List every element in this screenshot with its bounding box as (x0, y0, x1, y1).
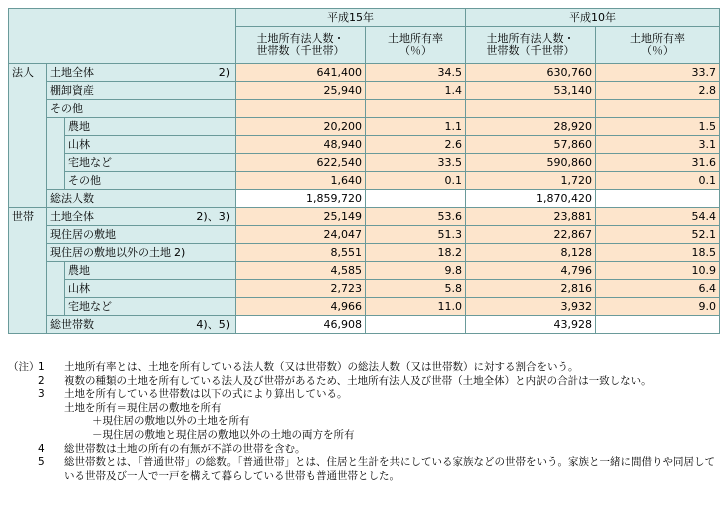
cell-h15-count (236, 100, 366, 118)
table-row (9, 100, 720, 118)
row-label: 宅地など (65, 298, 236, 316)
cell-h10-rate: 31.6 (596, 154, 720, 172)
table-row (9, 136, 720, 154)
table-row (9, 226, 720, 244)
cell-h10-rate: 2.8 (596, 82, 720, 100)
header-h15-count: 土地所有法人数・ 世帯数（千世帯） (236, 27, 366, 64)
cell-h15-rate: 1.4 (366, 82, 466, 100)
table-row (9, 154, 720, 172)
cell-h10-rate (596, 190, 720, 208)
cell-h10-rate: 0.1 (596, 172, 720, 190)
indent-spacer (47, 118, 65, 190)
table-row (9, 172, 720, 190)
note-text: 土地を所有している世帯数は以下の式により算出している。 (64, 388, 348, 401)
formula-line-3: －現住居の敷地と現住居の敷地以外の土地の両方を所有 (92, 428, 355, 441)
table-row (9, 244, 720, 262)
footnote-2 (8, 375, 720, 389)
row-label: その他 (65, 172, 236, 190)
cell-h15-count: 1,640 (236, 172, 366, 190)
footnote-5 (8, 456, 720, 483)
group-label-household: 世帯 (9, 208, 47, 334)
note-text: 複数の種類の土地を所有している法人及び世帯があるため、土地所有法人及び世帯（土地全体）と内訳の合計は一致しない。 (64, 374, 652, 387)
cell-h10-count: 630,760 (466, 64, 596, 82)
cell-h15-count: 1,859,720 (236, 190, 366, 208)
footnote-4 (8, 443, 720, 457)
row-label: 現住居の敷地以外の土地 2) (47, 244, 236, 262)
cell-h15-rate: 18.2 (366, 244, 466, 262)
table-row (9, 280, 720, 298)
row-label: 山林 (65, 280, 236, 298)
cell-h15-rate: 11.0 (366, 298, 466, 316)
cell-h10-rate: 52.1 (596, 226, 720, 244)
cell-h10-count: 28,920 (466, 118, 596, 136)
cell-h15-rate: 0.1 (366, 172, 466, 190)
table-row (9, 262, 720, 280)
cell-h10-rate (596, 100, 720, 118)
cell-h15-rate: 9.8 (366, 262, 466, 280)
note-text: 土地所有率とは、土地を所有している法人数（又は世帯数）の総法人数（又は世帯数）に対する割合をいう。 (64, 361, 579, 373)
row-label: 山林 (65, 136, 236, 154)
note-number: 5 (38, 456, 45, 469)
cell-h10-count: 1,720 (466, 172, 596, 190)
cell-h10-rate (596, 316, 720, 334)
table-row (9, 208, 720, 226)
cell-h10-count: 43,928 (466, 316, 596, 334)
note-number: 4 (38, 442, 45, 455)
table-row (9, 118, 720, 136)
cell-h10-rate: 3.1 (596, 136, 720, 154)
cell-h10-count (466, 100, 596, 118)
formula-line-1: 土地を所有＝現住居の敷地を所有 (64, 401, 222, 414)
cell-h10-rate: 9.0 (596, 298, 720, 316)
cell-h10-rate: 54.4 (596, 208, 720, 226)
cell-h15-rate: 2.6 (366, 136, 466, 154)
cell-h10-count: 8,128 (466, 244, 596, 262)
cell-h10-count: 53,140 (466, 82, 596, 100)
formula-line-2: ＋現住居の敷地以外の土地を所有 (92, 415, 250, 428)
row-label: 宅地など (65, 154, 236, 172)
cell-h10-rate: 18.5 (596, 244, 720, 262)
table-row (9, 82, 720, 100)
cell-h15-rate: 5.8 (366, 280, 466, 298)
row-label: その他 (47, 100, 236, 118)
cell-h15-count: 641,400 (236, 64, 366, 82)
cell-h10-rate: 1.5 (596, 118, 720, 136)
cell-h15-count: 24,047 (236, 226, 366, 244)
header-row-period (9, 9, 720, 27)
notes-key: （注） (8, 361, 40, 373)
cell-h15-rate (366, 100, 466, 118)
cell-h15-count: 8,551 (236, 244, 366, 262)
cell-h10-rate: 6.4 (596, 280, 720, 298)
table-row (9, 298, 720, 316)
note-number: 2 (38, 374, 45, 387)
note-number: 1 (38, 361, 45, 373)
cell-h15-rate (366, 316, 466, 334)
cell-h15-rate (366, 190, 466, 208)
table-row (9, 190, 720, 208)
footnote-1 (8, 361, 720, 375)
cell-h15-count: 20,200 (236, 118, 366, 136)
row-label: 総世帯数 4)、5) (47, 316, 236, 334)
cell-h15-rate: 1.1 (366, 118, 466, 136)
header-h10-count: 土地所有法人数・ 世帯数（千世帯） (466, 27, 596, 64)
cell-h15-count: 25,940 (236, 82, 366, 100)
header-h10-rate: 土地所有率 （％） (596, 27, 720, 64)
cell-h15-rate: 53.6 (366, 208, 466, 226)
cell-h10-count: 4,796 (466, 262, 596, 280)
cell-h10-count: 22,867 (466, 226, 596, 244)
row-label: 土地全体 2) (47, 64, 236, 82)
table-row (9, 316, 720, 334)
cell-h15-count: 25,149 (236, 208, 366, 226)
cell-h15-count: 2,723 (236, 280, 366, 298)
cell-h10-count: 57,860 (466, 136, 596, 154)
row-label: 農地 (65, 262, 236, 280)
note-text: 総世帯数は土地の所有の有無が不詳の世帯を含む。 (64, 442, 306, 455)
cell-h15-count: 4,585 (236, 262, 366, 280)
row-label: 土地全体 2)、3) (47, 208, 236, 226)
footnotes (8, 361, 720, 483)
cell-h15-rate: 33.5 (366, 154, 466, 172)
cell-h10-rate: 33.7 (596, 64, 720, 82)
cell-h15-count: 4,966 (236, 298, 366, 316)
footnote-3 (8, 388, 720, 402)
cell-h15-count: 46,908 (236, 316, 366, 334)
row-label: 現住居の敷地 (47, 226, 236, 244)
group-label-corp: 法人 (9, 64, 47, 208)
cell-h15-count: 622,540 (236, 154, 366, 172)
cell-h10-count: 3,932 (466, 298, 596, 316)
cell-h15-rate: 51.3 (366, 226, 466, 244)
cell-h10-count: 590,860 (466, 154, 596, 172)
cell-h10-count: 1,870,420 (466, 190, 596, 208)
row-label: 総法人数 (47, 190, 236, 208)
land-ownership-table (8, 8, 720, 334)
table-row (9, 64, 720, 82)
header-corner (9, 9, 236, 64)
note-number: 3 (38, 388, 45, 401)
cell-h10-count: 23,881 (466, 208, 596, 226)
note-text: 総世帯数とは、「普通世帯」の総数。「普通世帯」とは、住居と生計を共にしている家族などの世帯をいう。家族と一緒に間借りや同居している世帯及び一人で一戸を構えて暮らしている世帯も普通世帯とした。 (64, 456, 715, 482)
indent-spacer (47, 262, 65, 316)
cell-h10-rate: 10.9 (596, 262, 720, 280)
cell-h10-count: 2,816 (466, 280, 596, 298)
header-h15: 平成15年 (236, 9, 466, 27)
row-label: 棚卸資産 (47, 82, 236, 100)
header-h10: 平成10年 (466, 9, 720, 27)
cell-h15-count: 48,940 (236, 136, 366, 154)
cell-h15-rate: 34.5 (366, 64, 466, 82)
header-h15-rate: 土地所有率 （％） (366, 27, 466, 64)
row-label: 農地 (65, 118, 236, 136)
